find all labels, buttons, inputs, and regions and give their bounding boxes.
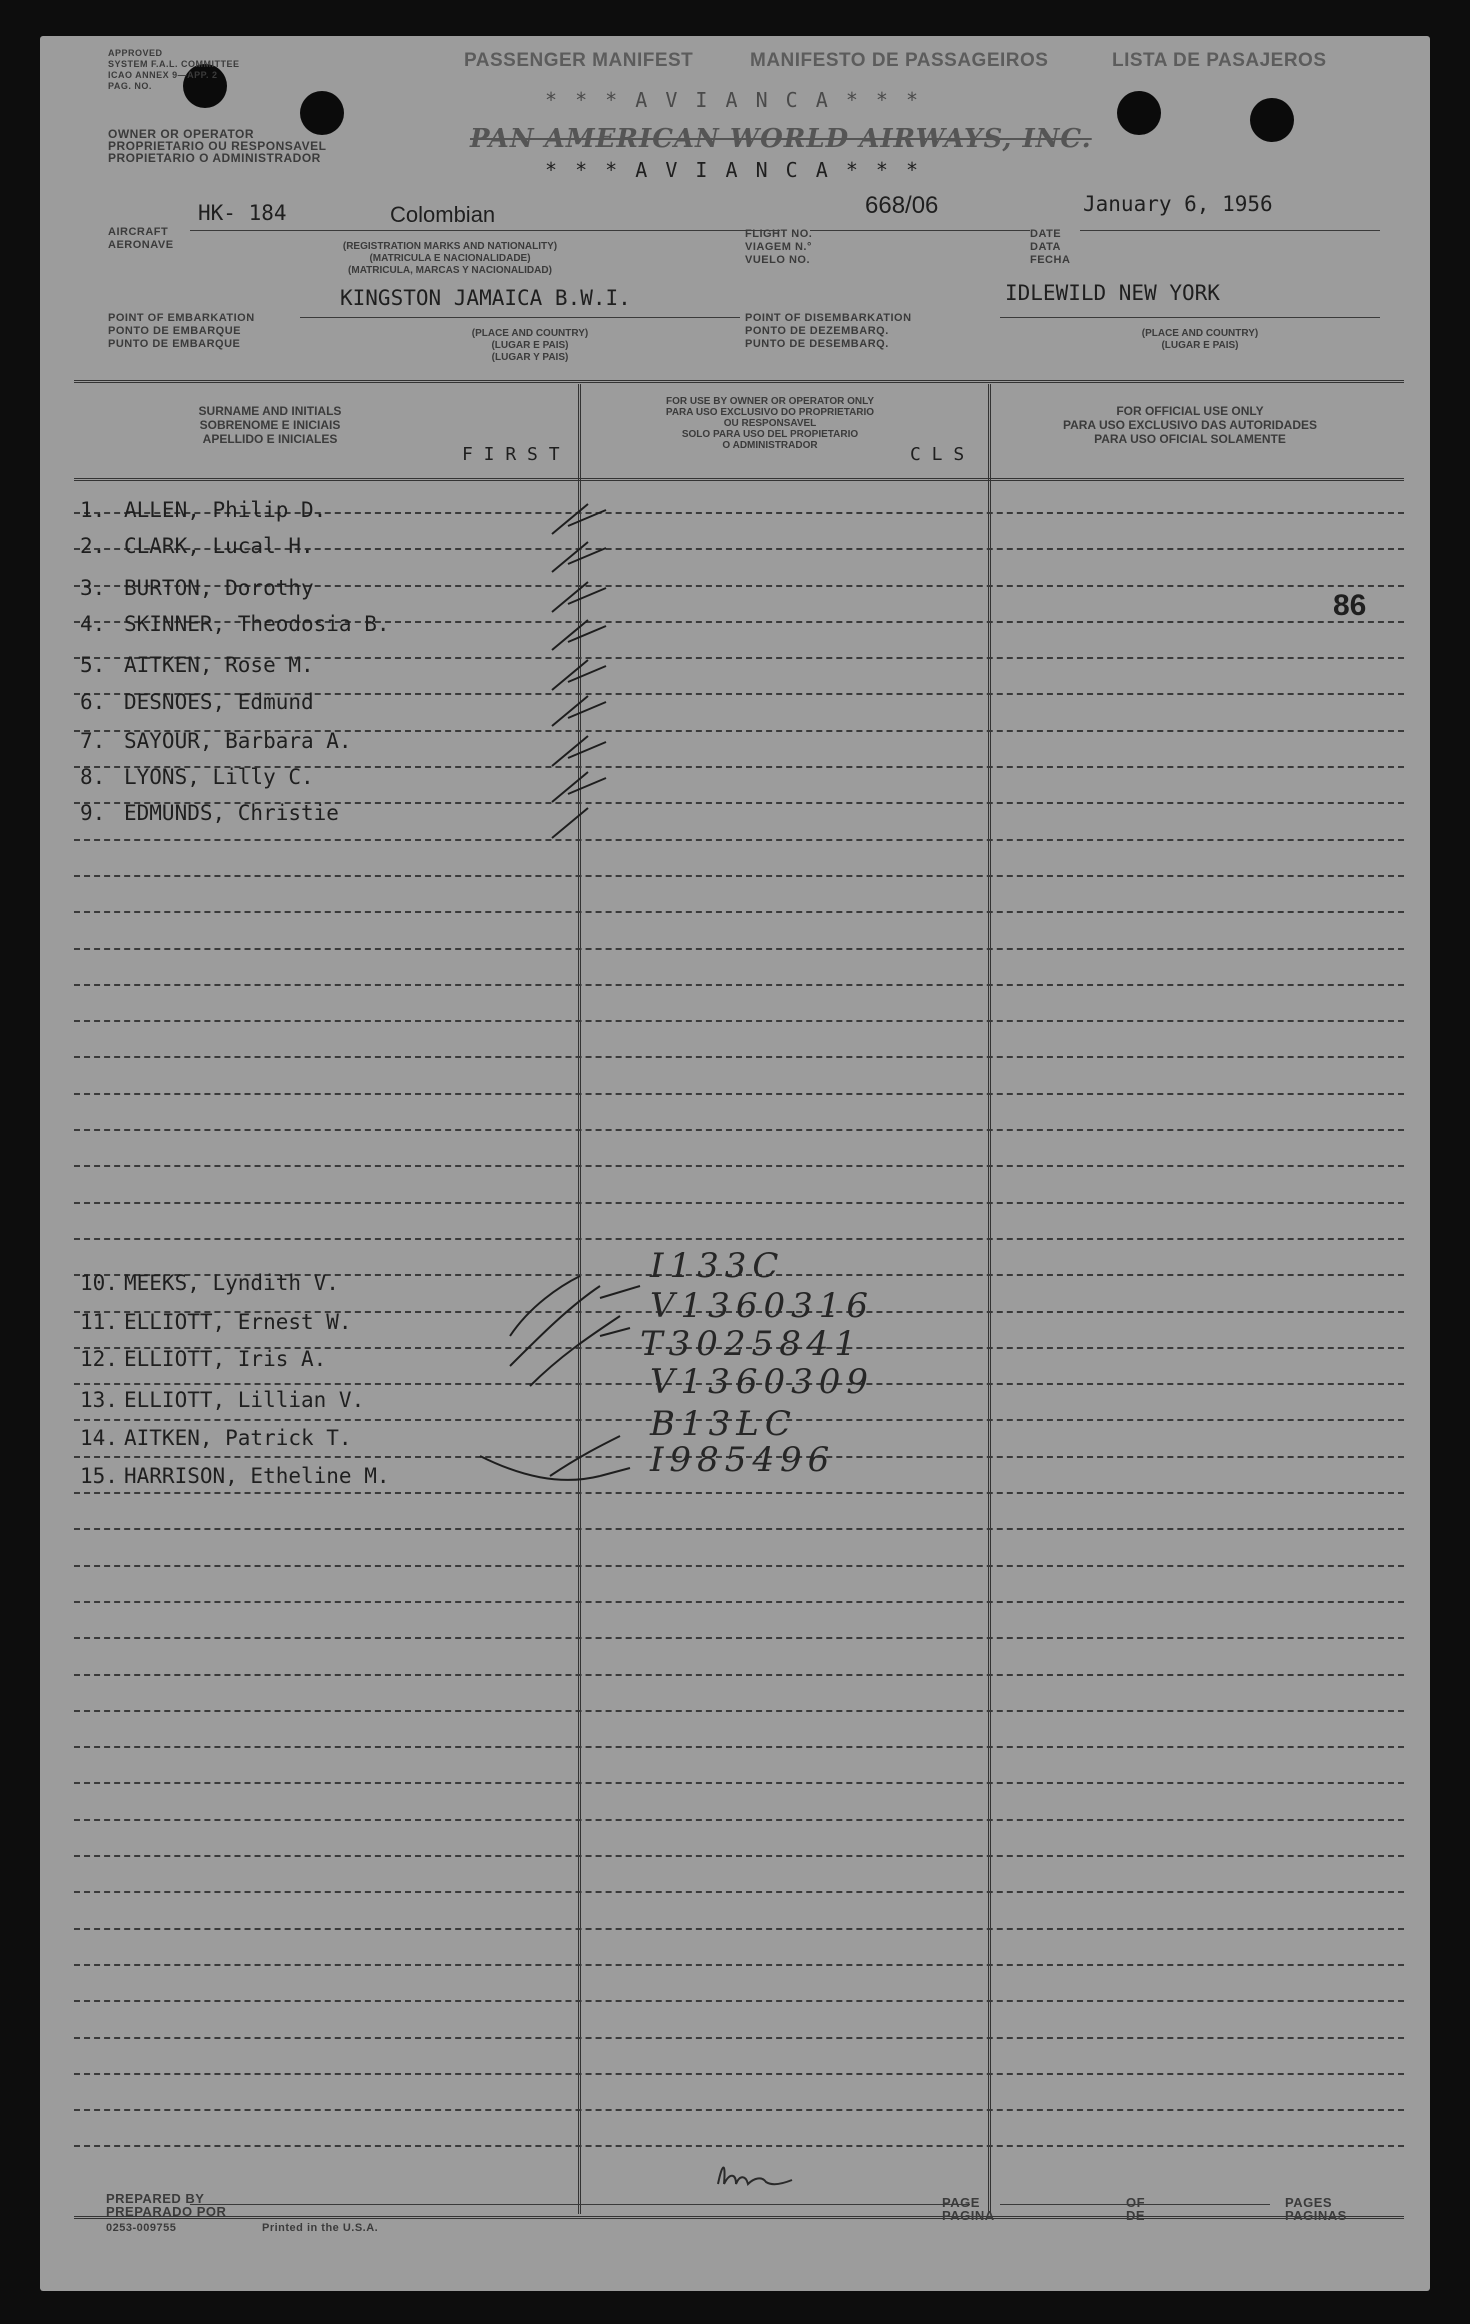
disembarkation-place: IDLEWILD NEW YORK <box>1005 281 1220 305</box>
check-mark <box>552 620 606 650</box>
passenger-row <box>80 1347 326 1371</box>
printed-in-usa: Printed in the U.S.A. <box>262 2222 379 2234</box>
check-mark <box>552 772 606 802</box>
approved-block: APPROVED SYSTEM F.A.L. COMMITTEE ICAO ANNEX 9—APP. 2 PAG. NO. <box>108 48 240 91</box>
passenger-name: ELLIOTT, Iris A. <box>124 1347 327 1371</box>
passenger-row <box>80 1464 390 1488</box>
passenger-row <box>80 612 390 636</box>
passenger-name: DESNOES, Edmund <box>124 690 314 714</box>
passenger-row <box>80 690 314 714</box>
passenger-number: 6. <box>80 690 106 714</box>
operator-name: * * * A V I A N C A * * * <box>545 158 922 182</box>
manifest-sheet <box>40 36 1430 2291</box>
handwritten-id: I133C <box>650 1246 785 1286</box>
passenger-row <box>80 1271 339 1295</box>
owner-operator-label: OWNER OR OPERATOR PROPRIETARIO OU RESPONSAVEL PROPIETARIO O ADMINISTRADOR <box>108 127 327 165</box>
pages-label: PAGES PAGINAS <box>1285 2195 1347 2223</box>
passenger-number: 1. <box>80 498 106 522</box>
passenger-name: AITKEN, Rose M. <box>124 653 314 677</box>
handwritten-bracket <box>510 1276 580 1336</box>
disembarkation-label: POINT OF DISEMBARKATION PONTO DE DEZEMBARQ. PUNTO DE DESEMBARQ. <box>745 312 912 350</box>
aircraft-nationality: Colombian <box>390 202 496 227</box>
passenger-row <box>80 534 314 558</box>
passenger-row <box>80 1310 352 1334</box>
operator-column-class: C L S <box>910 444 965 465</box>
handwritten-check-marks <box>40 36 1430 2291</box>
passenger-number: 5. <box>80 653 106 677</box>
handwritten-bracket <box>530 1316 620 1386</box>
passenger-number: 15. <box>80 1464 118 1488</box>
passenger-number: 11. <box>80 1310 118 1334</box>
passenger-number: 10. <box>80 1271 118 1295</box>
passenger-row <box>80 729 352 753</box>
handwritten-id: B13LC <box>650 1404 797 1444</box>
passenger-name: EDMUNDS, Christie <box>124 801 339 825</box>
prepared-by-label: PREPARED BY PREPARADO POR <box>106 2191 227 2219</box>
passenger-number: 9. <box>80 801 106 825</box>
passenger-name: ELLIOTT, Ernest W. <box>124 1310 352 1334</box>
disembarkation-caption: (PLACE AND COUNTRY) (LUGAR E PAIS) <box>1141 328 1259 351</box>
passenger-name: SAYOUR, Barbara A. <box>124 729 352 753</box>
handwritten-id: V1360309 <box>650 1362 874 1402</box>
aircraft-registration: HK- 184 <box>198 201 287 225</box>
aircraft-label: AIRCRAFT AERONAVE <box>108 226 174 251</box>
of-label: OF DE <box>1126 2195 1146 2223</box>
check-mark <box>552 808 588 838</box>
passenger-name: AITKEN, Patrick T. <box>124 1426 352 1450</box>
passenger-number: 8. <box>80 765 106 789</box>
embarkation-place: KINGSTON JAMAICA B.W.I. <box>340 286 631 310</box>
official-column-header: FOR OFFICIAL USE ONLY PARA USO EXCLUSIVO DAS AUTORIDADES PARA USO OFICIAL SOLAMENTE <box>1062 404 1318 446</box>
handwritten-bracket <box>480 1456 600 1480</box>
names-column-header: SURNAME AND INITIALS SOBRENOME E INICIAIS APELLIDO E INICIALES <box>198 404 342 446</box>
passenger-row <box>80 1426 352 1450</box>
handwritten-id: T3025841 <box>640 1324 863 1364</box>
passenger-name: MEEKS, Lyndith V. <box>124 1271 339 1295</box>
title-pt: MANIFESTO DE PASSAGEIROS <box>750 50 1049 71</box>
aircraft-caption: (REGISTRATION MARKS AND NATIONALITY) (MATRICULA E NACIONALIDADE) (MATRICULA, MARCAS Y NACIONALIDAD) <box>342 241 558 276</box>
check-mark <box>552 582 606 612</box>
table-bottom-rule <box>74 2216 1404 2219</box>
passenger-number: 12. <box>80 1347 118 1371</box>
passenger-name: ALLEN, Philip D. <box>124 498 327 522</box>
passenger-name: SKINNER, Theodosia B. <box>124 612 390 636</box>
passenger-number: 4. <box>80 612 106 636</box>
page-label: PAGE PAGINA <box>942 2195 995 2223</box>
passenger-name: ELLIOTT, Lillian V. <box>124 1388 365 1412</box>
handwritten-id: I985496 <box>650 1440 836 1480</box>
check-mark <box>552 504 606 534</box>
date-label: DATE DATA FECHA <box>1030 228 1071 266</box>
passenger-number: 7. <box>80 729 106 753</box>
handwritten-bracket <box>600 1286 640 1476</box>
passenger-row <box>80 498 326 522</box>
check-mark <box>552 696 606 726</box>
operator-name-struck: PAN AMERICAN WORLD AIRWAYS, INC. <box>470 124 1092 154</box>
flight-date: January 6, 1956 <box>1083 192 1273 216</box>
names-column-class: F I R S T <box>462 444 560 465</box>
passenger-number: 13. <box>80 1388 118 1412</box>
passenger-number: 2. <box>80 534 106 558</box>
flight-number: 668/06 <box>865 192 939 219</box>
passenger-name: CLARK, Lucal H. <box>124 534 314 558</box>
embarkation-caption: (PLACE AND COUNTRY) (LUGAR E PAIS) (LUGAR Y PAIS) <box>471 328 589 363</box>
passenger-name: BURTON, Dorothy <box>124 576 314 600</box>
check-mark <box>552 660 606 690</box>
passenger-row <box>80 653 314 677</box>
passenger-row <box>80 765 314 789</box>
handwritten-bracket <box>510 1286 600 1366</box>
prepared-underline <box>190 2204 970 2205</box>
passenger-number: 14. <box>80 1426 118 1450</box>
of-underline <box>1160 2204 1270 2205</box>
preparer-signature <box>712 2154 802 2204</box>
title-es: LISTA DE PASAJEROS <box>1112 50 1327 71</box>
passenger-row <box>80 801 339 825</box>
operator-column-header: FOR USE BY OWNER OR OPERATOR ONLY PARA USO EXCLUSIVO DO PROPRIETARIO OU RESPONSAVEL SOLO PARA USO DEL PROPIETARIO O ADMINISTRADOR <box>665 396 875 451</box>
title-en: PASSENGER MANIFEST <box>464 50 694 71</box>
flight-label: FLIGHT NO. VIAGEM N.° VUELO NO. <box>745 228 813 266</box>
passenger-number: 3. <box>80 576 106 600</box>
passenger-row <box>80 1388 364 1412</box>
handwritten-id: V1360316 <box>650 1286 874 1326</box>
form-number: 0253-009755 <box>106 2222 177 2234</box>
passenger-name: LYONS, Lilly C. <box>124 765 314 789</box>
passenger-name: HARRISON, Etheline M. <box>124 1464 390 1488</box>
operator-name-top: * * * A V I A N C A * * * <box>545 88 922 112</box>
check-mark <box>552 736 606 766</box>
official-mark: 86 <box>1333 589 1367 622</box>
check-mark <box>552 542 606 572</box>
passenger-row <box>80 576 314 600</box>
handwritten-bracket <box>550 1436 620 1476</box>
embarkation-label: POINT OF EMBARKATION PONTO DE EMBARQUE PUNTO DE EMBARQUE <box>108 312 255 350</box>
